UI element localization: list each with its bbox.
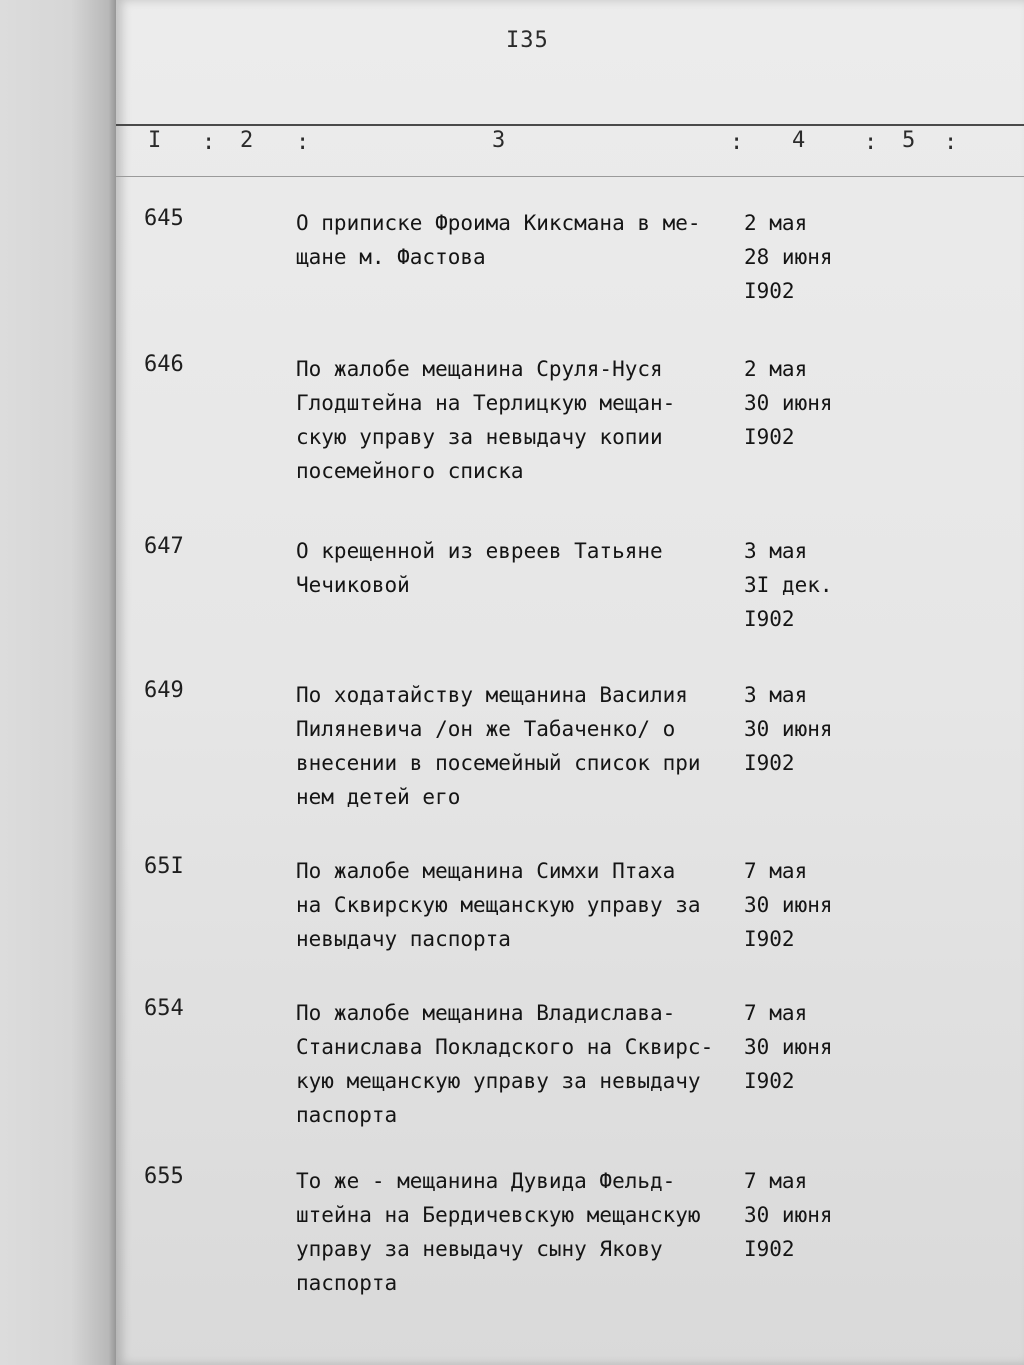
entry-line: невыдачу паспорта	[296, 927, 511, 951]
entry-number: 647	[144, 534, 184, 559]
entry-number: 655	[144, 1164, 184, 1189]
entry-line: кую мещанскую управу за невыдачу	[296, 1069, 701, 1093]
entry-start-date: 7 мая	[744, 859, 808, 883]
entry-dates	[744, 996, 854, 1098]
entry-description	[296, 352, 746, 488]
entry-line: Пиляневича /он же Табаченко/ о	[296, 717, 676, 741]
entry-line: Глодштейна на Терлицкую мещан-	[296, 391, 676, 415]
page-number: I35	[506, 28, 549, 53]
entry-description	[296, 996, 746, 1132]
entry-year: I902	[744, 1069, 795, 1093]
entry-end-date: 30 июня	[744, 717, 833, 741]
entry-dates	[744, 534, 854, 636]
entry-start-date: 3 мая	[744, 539, 808, 563]
column-separator: :	[730, 130, 744, 155]
entry-dates	[744, 352, 854, 454]
entry-dates	[744, 1164, 854, 1266]
header-rule-bottom	[116, 176, 1024, 177]
entry-line: паспорта	[296, 1271, 398, 1295]
column-header-5: 5	[902, 128, 916, 153]
entry-year: I902	[744, 1237, 795, 1261]
entry-line: щане м. Фастова	[296, 245, 486, 269]
column-separator: :	[944, 130, 958, 155]
entry-start-date: 2 мая	[744, 211, 808, 235]
entry-start-date: 7 мая	[744, 1001, 808, 1025]
entry-end-date: 3I дек.	[744, 573, 833, 597]
entry-number: 646	[144, 352, 184, 377]
entry-line: внесении в посемейный список при	[296, 751, 701, 775]
entry-dates	[744, 206, 854, 308]
entry-number: 65I	[144, 854, 184, 879]
entry-year: I902	[744, 751, 795, 775]
entry-end-date: 30 июня	[744, 1035, 833, 1059]
entry-line: на Сквирскую мещанскую управу за	[296, 893, 701, 917]
entry-line: Станислава Покладского на Сквирс-	[296, 1035, 714, 1059]
entry-start-date: 2 мая	[744, 357, 808, 381]
entry-description	[296, 854, 746, 956]
entry-end-date: 28 июня	[744, 245, 833, 269]
entry-line: управу за невыдачу сыну Якову	[296, 1237, 663, 1261]
entry-line: О крещенной из евреев Татьяне	[296, 539, 663, 563]
entry-dates	[744, 854, 854, 956]
entry-line: По жалобе мещанина Сруля-Нуся	[296, 357, 663, 381]
entry-start-date: 7 мая	[744, 1169, 808, 1193]
entry-description	[296, 534, 746, 602]
entry-line: По жалобе мещанина Владислава-	[296, 1001, 676, 1025]
entry-dates	[744, 678, 854, 780]
entry-line: паспорта	[296, 1103, 398, 1127]
entry-number: 654	[144, 996, 184, 1021]
header-rule-top	[116, 124, 1024, 126]
entry-description	[296, 678, 746, 814]
entry-line: Чечиковой	[296, 573, 410, 597]
column-header-2: 2	[240, 128, 254, 153]
column-separator: :	[202, 130, 216, 155]
entry-line: По жалобе мещанина Симхи Птаха	[296, 859, 676, 883]
column-header-1: I	[148, 128, 162, 153]
entry-line: штейна на Бердичевскую мещанскую	[296, 1203, 701, 1227]
entry-year: I902	[744, 425, 795, 449]
column-separator: :	[296, 130, 310, 155]
entry-end-date: 30 июня	[744, 1203, 833, 1227]
entry-line: По ходатайству мещанина Василия	[296, 683, 688, 707]
entry-line: То же - мещанина Дувида Фельд-	[296, 1169, 676, 1193]
document-page	[116, 0, 1024, 1365]
entry-line: посемейного списка	[296, 459, 524, 483]
entry-line: нем детей его	[296, 785, 461, 809]
column-header-3: 3	[492, 128, 506, 153]
entry-description	[296, 1164, 746, 1300]
entry-start-date: 3 мая	[744, 683, 808, 707]
column-separator: :	[864, 130, 878, 155]
left-page-edge	[0, 0, 118, 1365]
entry-year: I902	[744, 927, 795, 951]
entry-number: 645	[144, 206, 184, 231]
entry-line: скую управу за невыдачу копии	[296, 425, 663, 449]
entry-end-date: 30 июня	[744, 893, 833, 917]
column-header-4: 4	[792, 128, 806, 153]
entry-year: I902	[744, 279, 795, 303]
entry-end-date: 30 июня	[744, 391, 833, 415]
entry-line: О приписке Фроима Киксмана в ме-	[296, 211, 701, 235]
entry-year: I902	[744, 607, 795, 631]
entry-number: 649	[144, 678, 184, 703]
entry-description	[296, 206, 746, 274]
